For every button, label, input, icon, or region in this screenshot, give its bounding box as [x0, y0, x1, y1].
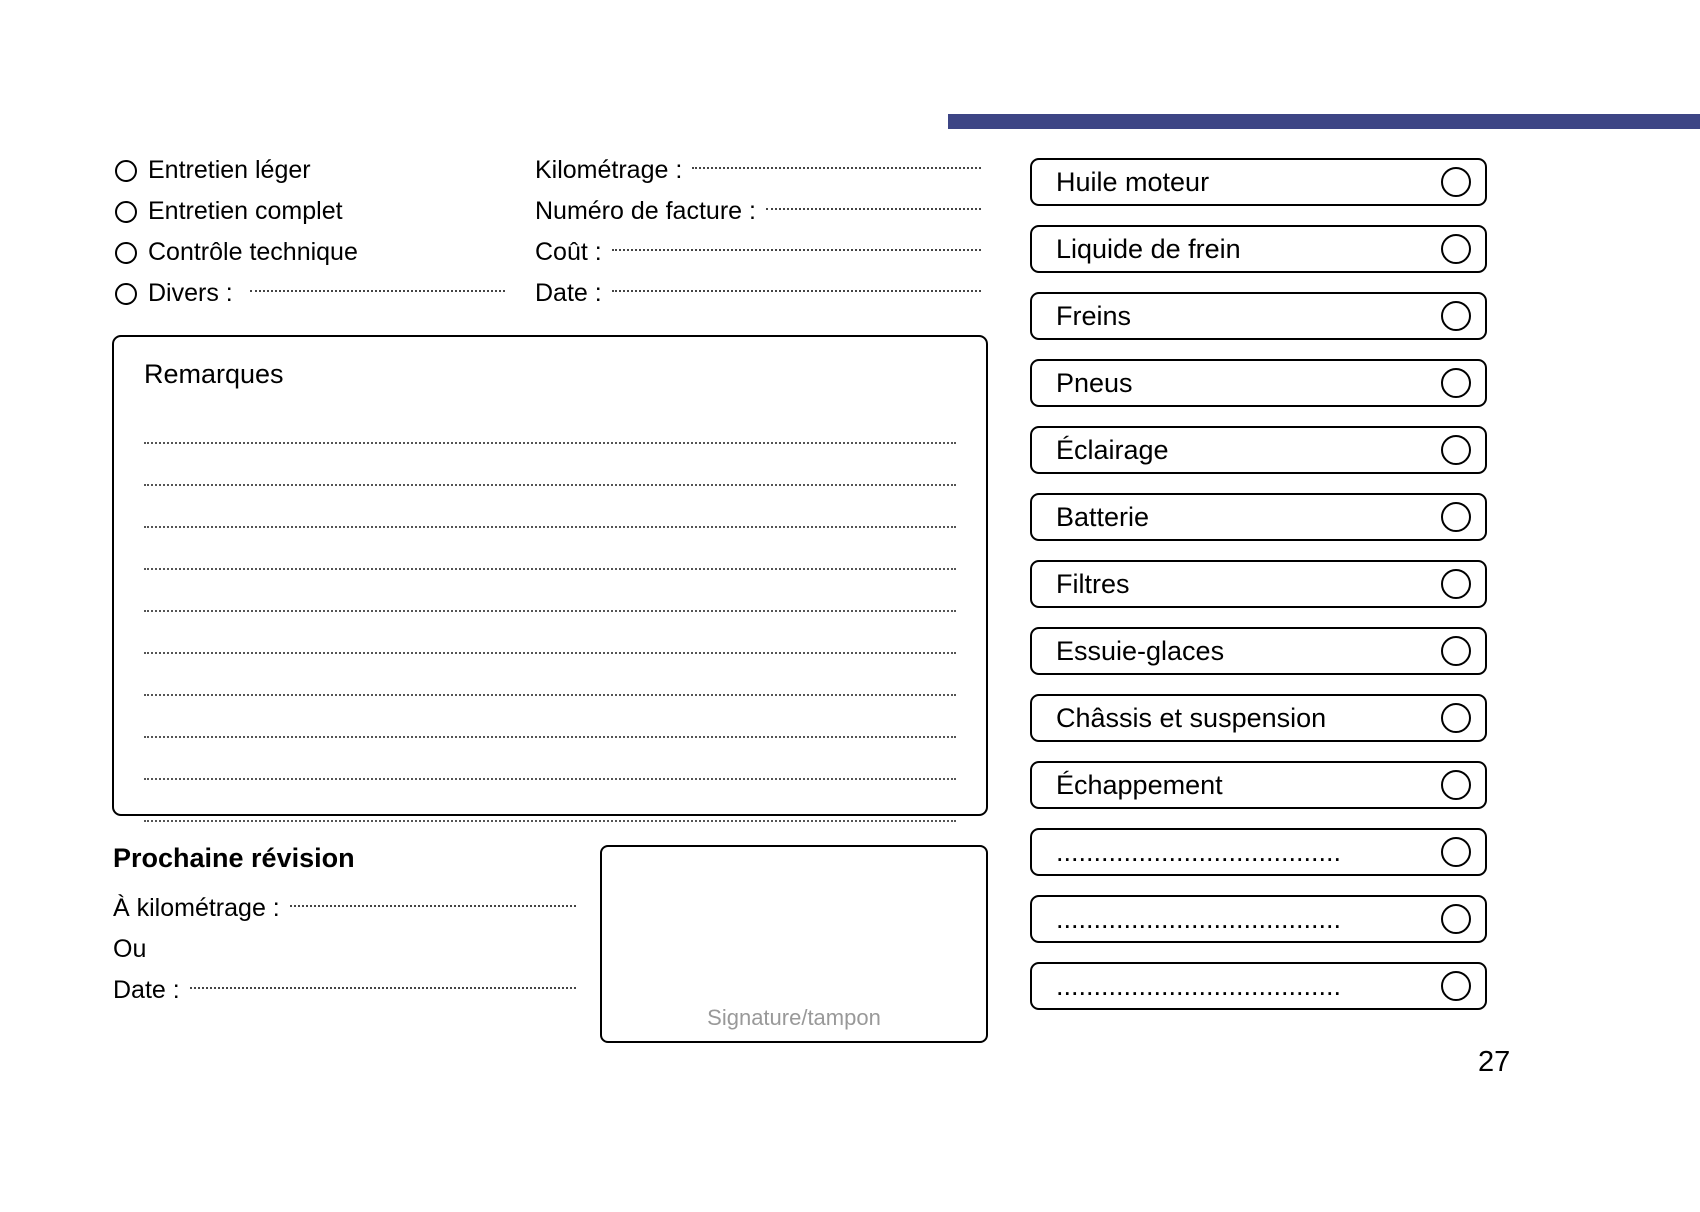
- field-kilometrage: [535, 150, 983, 191]
- checklist-item-echappement: [1030, 761, 1487, 809]
- checklist-item-filtres: [1030, 560, 1487, 608]
- next-date-row: [113, 970, 578, 1011]
- signature-label: Signature/tampon: [707, 1005, 881, 1030]
- checklist-item-label: Freins: [1056, 300, 1132, 331]
- service-type-options: [115, 150, 507, 314]
- next-or-row: [113, 929, 578, 970]
- option-label: Contrôle technique: [148, 238, 358, 266]
- checklist-item-label: Liquide de frein: [1056, 233, 1241, 264]
- checklist-item-batterie: [1030, 493, 1487, 541]
- checklist-item-blank-3: [1030, 962, 1487, 1010]
- check-circle[interactable]: [1441, 167, 1471, 197]
- dotted-fill-line: [290, 904, 576, 907]
- option-label: Divers :: [148, 279, 233, 307]
- checklist-item-label: Échappement: [1056, 769, 1223, 800]
- next-service-section: [113, 843, 578, 1011]
- checklist-item-huile-moteur: [1030, 158, 1487, 206]
- remark-line: [144, 528, 956, 570]
- field-label: Ou: [113, 935, 147, 963]
- check-circle[interactable]: [1441, 502, 1471, 532]
- radio-circle[interactable]: [115, 283, 137, 305]
- field-date: [535, 273, 983, 314]
- signature-box: [600, 845, 988, 1043]
- checklist-item-label: Pneus: [1056, 367, 1133, 398]
- field-label: Date :: [535, 279, 602, 307]
- radio-circle[interactable]: [115, 160, 137, 182]
- remark-line: [144, 570, 956, 612]
- field-label: Numéro de facture :: [535, 197, 756, 225]
- remark-line: [144, 612, 956, 654]
- check-circle[interactable]: [1441, 703, 1471, 733]
- check-circle[interactable]: [1441, 904, 1471, 934]
- top-accent-bar: [948, 114, 1700, 129]
- field-label: À kilométrage :: [113, 894, 280, 922]
- remark-line: [144, 444, 956, 486]
- field-cout: [535, 232, 983, 273]
- remarks-lines: [144, 402, 956, 822]
- option-controle-technique: [115, 232, 507, 273]
- page-number: 27: [1478, 1046, 1511, 1078]
- check-circle[interactable]: [1441, 837, 1471, 867]
- radio-circle[interactable]: [115, 201, 137, 223]
- field-label: Date :: [113, 976, 180, 1004]
- dotted-fill-line: [250, 289, 505, 292]
- option-entretien-complet: [115, 191, 507, 232]
- dotted-fill-line: [190, 986, 576, 989]
- check-circle[interactable]: [1441, 636, 1471, 666]
- checklist-item-liquide-de-frein: [1030, 225, 1487, 273]
- remarks-box: [112, 335, 988, 816]
- remark-line: [144, 738, 956, 780]
- check-circle[interactable]: [1441, 971, 1471, 1001]
- remark-line: [144, 654, 956, 696]
- remark-line: [144, 486, 956, 528]
- checklist-item-blank-2: [1030, 895, 1487, 943]
- remark-line: [144, 696, 956, 738]
- checklist-item-label: Batterie: [1056, 501, 1150, 532]
- checklist-item-label: ......................................: [1056, 836, 1342, 867]
- radio-circle[interactable]: [115, 242, 137, 264]
- option-label: Entretien complet: [148, 197, 343, 225]
- checklist-item-label: Essuie-glaces: [1056, 635, 1225, 666]
- checklist-item-label: ......................................: [1056, 903, 1342, 934]
- check-circle[interactable]: [1441, 435, 1471, 465]
- checklist-item-label: Huile moteur: [1056, 166, 1210, 197]
- dotted-fill-line: [612, 248, 981, 251]
- checklist-item-essuie-glaces: [1030, 627, 1487, 675]
- checklist-item-label: ......................................: [1056, 970, 1342, 1001]
- next-service-title: Prochaine révision: [113, 843, 355, 873]
- check-circle[interactable]: [1441, 770, 1471, 800]
- checklist-item-label: Éclairage: [1056, 434, 1169, 465]
- check-circle[interactable]: [1441, 569, 1471, 599]
- option-label: Entretien léger: [148, 156, 311, 184]
- remark-line: [144, 402, 956, 444]
- checklist-item-label: Filtres: [1056, 568, 1130, 599]
- remark-line: [144, 780, 956, 822]
- checklist-item-freins: [1030, 292, 1487, 340]
- checklist-item-chassis-suspension: [1030, 694, 1487, 742]
- check-circle[interactable]: [1441, 368, 1471, 398]
- dotted-fill-line: [612, 289, 981, 292]
- next-km-row: [113, 888, 578, 929]
- field-label: Kilométrage :: [535, 156, 683, 184]
- option-divers: [115, 273, 507, 314]
- check-circle[interactable]: [1441, 301, 1471, 331]
- remarks-title: Remarques: [144, 359, 284, 389]
- option-entretien-leger: [115, 150, 507, 191]
- check-circle[interactable]: [1441, 234, 1471, 264]
- checklist-item-blank-1: [1030, 828, 1487, 876]
- dotted-fill-line: [692, 166, 981, 169]
- field-label: Coût :: [535, 238, 602, 266]
- billing-fields: [535, 150, 983, 314]
- checklist-item-pneus: [1030, 359, 1487, 407]
- checklist-item-eclairage: [1030, 426, 1487, 474]
- inspection-checklist: [1030, 158, 1487, 1029]
- field-numero-facture: [535, 191, 983, 232]
- checklist-item-label: Châssis et suspension: [1056, 702, 1327, 733]
- dotted-fill-line: [766, 207, 981, 210]
